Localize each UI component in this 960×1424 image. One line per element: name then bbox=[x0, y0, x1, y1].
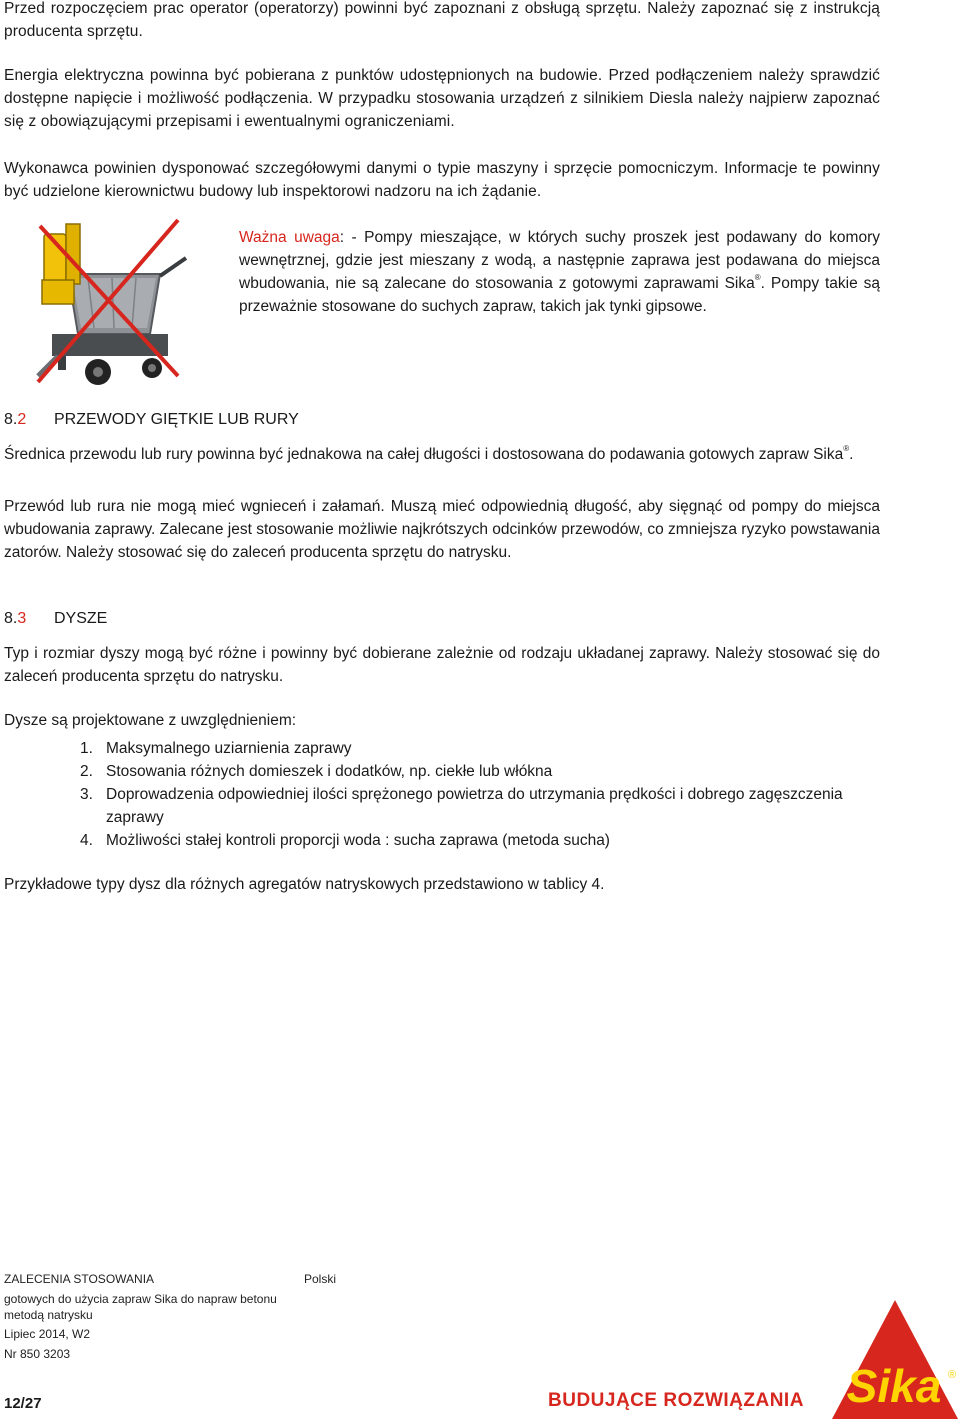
footer-language: Polski bbox=[304, 1272, 337, 1286]
section-title: DYSZE bbox=[54, 610, 108, 627]
registered-mark: ® bbox=[843, 444, 850, 453]
section-8-2-heading bbox=[4, 409, 299, 431]
crossed-out-mixing-pump-icon bbox=[28, 216, 193, 391]
paragraph-hose-diameter bbox=[4, 443, 880, 466]
list-item-text: Stosowania różnych domieszek i dodatków, np. ciekłe lub włókna bbox=[106, 763, 553, 780]
sika-logo-icon bbox=[830, 1298, 960, 1419]
section-number bbox=[4, 608, 54, 630]
section-number bbox=[4, 409, 54, 431]
slogan: BUDUJĄCE ROZWIĄZANIA bbox=[548, 1390, 804, 1411]
paragraph-nozzle-design: Dysze są projektowane z uwzględnieniem: bbox=[4, 712, 297, 729]
list-item-number: 4. bbox=[80, 832, 93, 849]
footer-doc-title: ZALECENIA STOSOWANIA bbox=[4, 1272, 155, 1286]
paragraph-electric-power: Energia elektryczna powinna być pobierana z punktów udostępnionych na budowie. Przed podłączeniem należy sprawdzić dostępne napięcie i możliwość podłączenia. W przypadku stosowania urządzeń z silnikiem Diesla należy najpierw zapoznać się z obowiązującymi przepisami i ewentualnymi ograniczeniami. bbox=[4, 67, 880, 130]
footer-subtitle-line2: metodą natrysku bbox=[4, 1308, 93, 1322]
section-number-prefix: 8. bbox=[4, 610, 18, 627]
important-note bbox=[239, 226, 880, 318]
paragraph-operator-training: Przed rozpoczęciem prac operator (operatorzy) powinni być zapoznani z obsługą sprzętu. Należy zapoznać się z instrukcją producenta sprzętu. bbox=[4, 0, 880, 40]
paragraph-contractor-data: Wykonawca powinien dysponować szczegółowymi danymi o typie maszyny i sprzęcie pomocniczym. Informacje te powinny być udzielone kierownictwu budowy lub inspektorowi nadzoru na ich żądanie. bbox=[4, 160, 880, 200]
list-item bbox=[80, 760, 880, 783]
list-item-number: 2. bbox=[80, 763, 93, 780]
logo-registered-mark: ® bbox=[948, 1369, 957, 1381]
hose-diameter-text: Średnica przewodu lub rury powinna być jednakowa na całej długości i dostosowana do podawania gotowych zapraw Sika bbox=[4, 446, 844, 463]
list-item-number: 1. bbox=[80, 740, 93, 757]
list-item bbox=[80, 829, 880, 852]
logo-wordmark: Sika bbox=[846, 1360, 942, 1412]
list-item bbox=[80, 737, 880, 760]
section-8-3-heading bbox=[4, 608, 107, 630]
important-note-text: : - Pompy mieszające, w których suchy proszek jest podawany do komory wewnętrznej, gdzie jest mieszany z wodą, a następnie zaprawa jest podawana do miejsca wbudowania, nie są zalecane do stosowania z gotowymi zaprawami Sika bbox=[239, 229, 880, 292]
paragraph-nozzle-type: Typ i rozmiar dyszy mogą być różne i powinny być dobierane zależnie od rodzaju układanej zaprawy. Należy stosować się do zaleceń producenta sprzętu do natrysku. bbox=[4, 645, 880, 685]
hose-diameter-text-end: . bbox=[849, 446, 854, 463]
list-item-text: Doprowadzenia odpowiedniej ilości sprężonego powietrza do utrzymania prędkości i dobrego zagęszczenia zaprawy bbox=[106, 786, 843, 826]
footer-subtitle-line1: gotowych do użycia zapraw Sika do napraw betonu bbox=[4, 1292, 277, 1306]
list-item-text: Maksymalnego uziarnienia zaprawy bbox=[106, 740, 352, 757]
paragraph-nozzle-table-reference: Przykładowe typy dysz dla różnych agregatów natryskowych przedstawiono w tablicy 4. bbox=[4, 876, 605, 893]
footer-date: Lipiec 2014, W2 bbox=[4, 1327, 91, 1341]
page-number: 12/27 bbox=[4, 1395, 42, 1412]
important-note-text-end: . Pompy takie są przeważnie stosowane do suchych zapraw, takich jak tynki gipsowe. bbox=[239, 275, 881, 315]
section-title: PRZEWODY GIĘTKIE LUB RURY bbox=[54, 411, 299, 428]
footer-document-number: Nr 850 3203 bbox=[4, 1347, 71, 1361]
section-number-suffix: 3 bbox=[17, 610, 27, 627]
list-item bbox=[80, 783, 880, 829]
nozzle-requirements-list bbox=[80, 737, 880, 852]
important-note-label: Ważna uwaga bbox=[239, 229, 340, 246]
registered-mark: ® bbox=[754, 273, 761, 282]
section-number-suffix: 2 bbox=[17, 411, 27, 428]
section-number-prefix: 8. bbox=[4, 411, 18, 428]
list-item-number: 3. bbox=[80, 786, 93, 803]
list-item-text: Możliwości stałej kontroli proporcji woda : sucha zaprawa (metoda sucha) bbox=[106, 832, 610, 849]
paragraph-hose-condition: Przewód lub rura nie mogą mieć wgnieceń i załamań. Muszą mieć odpowiednią długość, aby sięgnąć od pompy do miejsca wbudowania zaprawy. Zalecane jest stosowanie możliwie najkrótszych odcinków przewodów, co zmniejsza ryzyko powstawania zatorów. Należy stosować się do zaleceń producenta sprzętu do natrysku. bbox=[4, 498, 880, 561]
